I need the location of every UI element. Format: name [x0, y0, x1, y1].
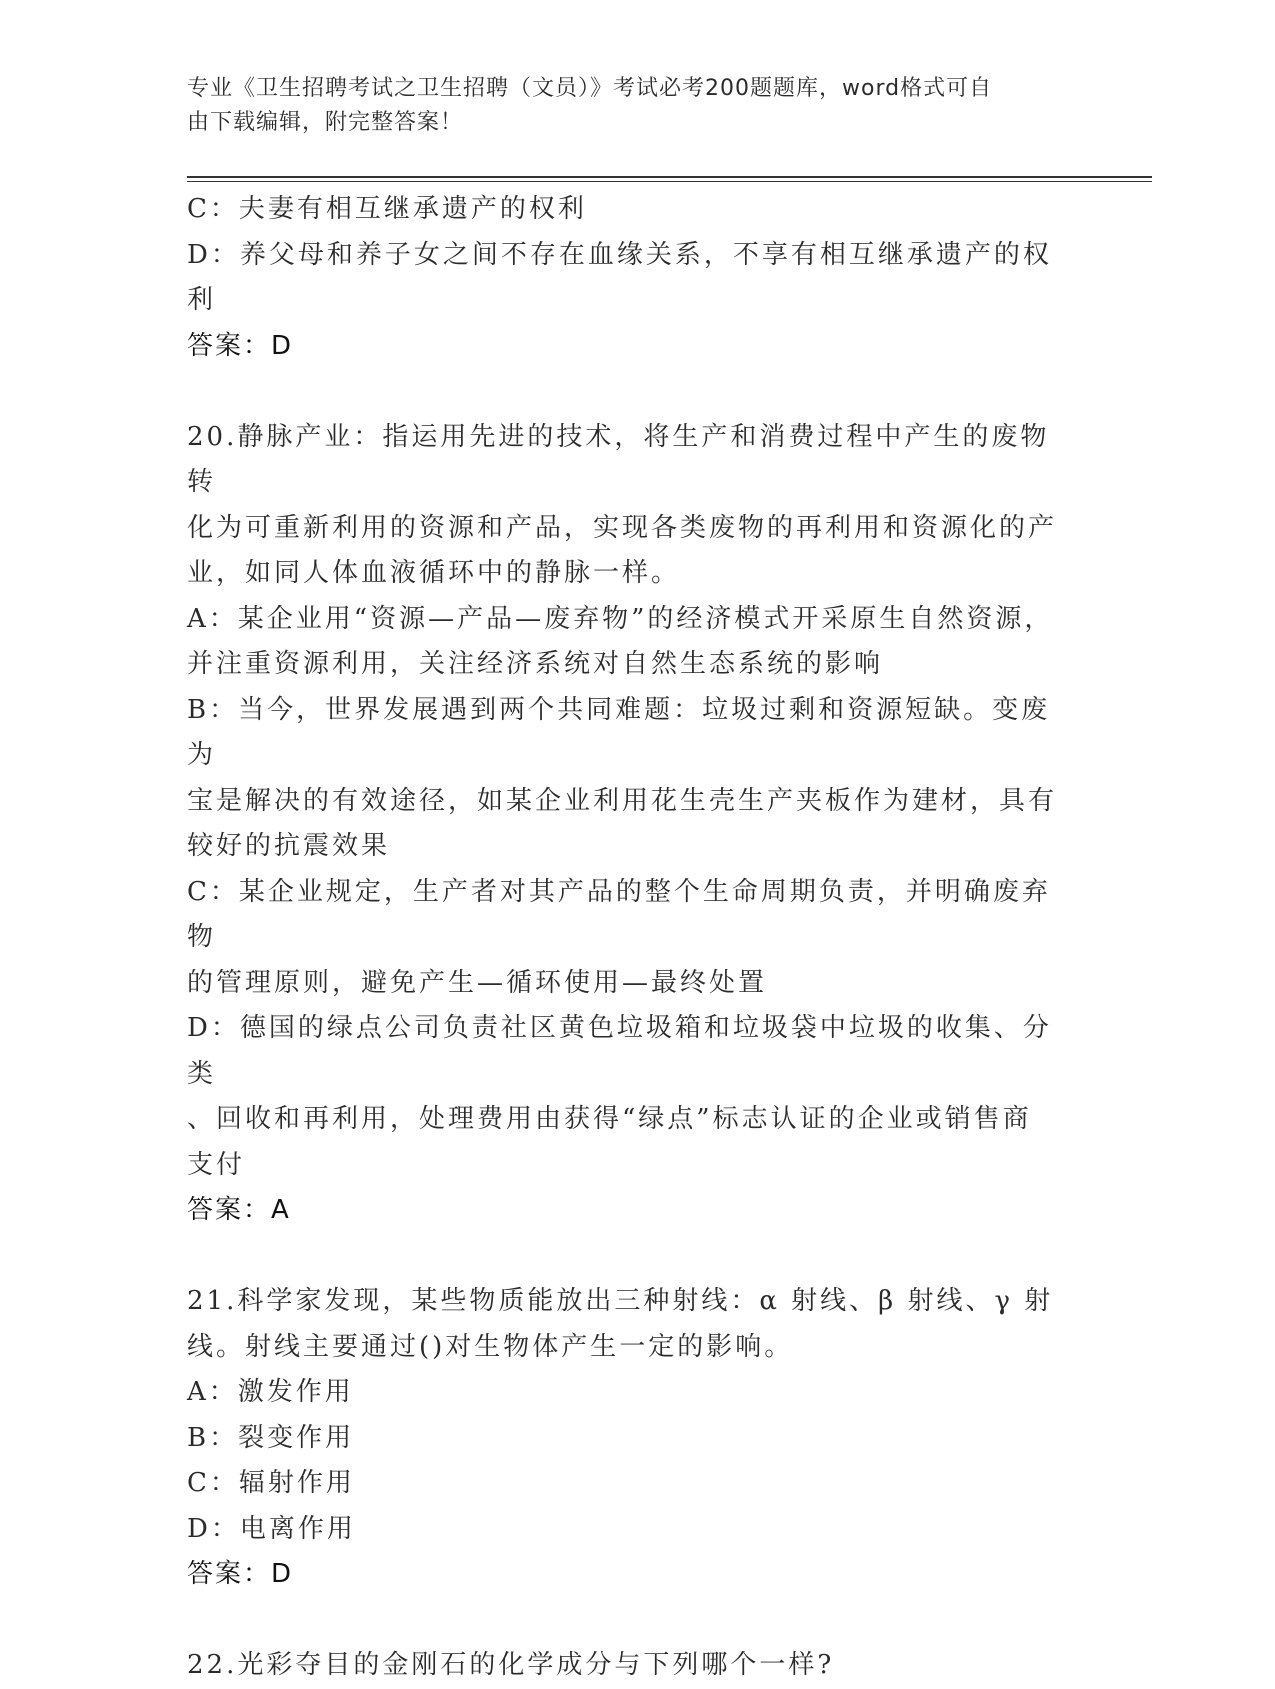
header-line-2: 由下载编辑，附完整答案！	[187, 110, 464, 135]
header-line-1: 专业《卫生招聘考试之卫生招聘（文员）》考试必考200题题库，word格式可自	[187, 76, 993, 101]
question-stem-line: 线。射线主要通过()对生物体产生一定的影响。	[187, 1331, 794, 1362]
option-b-cont: 较好的抗震效果	[187, 831, 391, 861]
option-d-cont: 、回收和再利用，处理费用由获得“绿点”标志认证的企业或销售商	[187, 1104, 1032, 1134]
answer-line: 答案：D	[187, 330, 294, 361]
question-stem-line: 20.静脉产业：指运用先进的技术，将生产和消费过程中产生的废物转	[187, 421, 1050, 497]
option-b: B：当今，世界发展遇到两个共同难题：垃圾过剩和资源短缺。变废为	[187, 694, 1051, 770]
spacer	[187, 1234, 1067, 1280]
option-d: D：德国的绿点公司负责社区黄色垃圾箱和垃圾袋中垃圾的收集、分类	[187, 1013, 1052, 1089]
spacer	[187, 369, 1067, 415]
answer-line: 答案：A	[187, 1195, 291, 1225]
question-19-tail	[187, 187, 1067, 369]
header-rule-thick	[187, 176, 1152, 178]
option-b: B：裂变作用	[187, 1422, 355, 1453]
option-d-cont: 支付	[187, 1149, 246, 1180]
question-stem-line: 22.光彩夺目的金刚石的化学成分与下列哪个一样?	[187, 1650, 835, 1680]
option-a: A：激发作用	[187, 1377, 354, 1407]
option-d: D：养父母和养子女之间不存在血缘关系，不享有相互继承遗产的权利	[187, 239, 1052, 315]
option-a: A：某企业用“资源—产品—废弃物”的经济模式开采原生自然资源，	[187, 603, 1054, 634]
document-body	[187, 187, 1067, 1689]
answer-line: 答案：D	[187, 1559, 294, 1589]
option-c: C：辐射作用	[187, 1468, 355, 1498]
header-rule-thin	[187, 181, 1152, 182]
document-header	[187, 72, 1067, 140]
option-d: D：电离作用	[187, 1513, 356, 1544]
question-21	[187, 1279, 1067, 1598]
question-20	[187, 415, 1067, 1234]
spacer	[187, 1598, 1067, 1644]
question-stem-line: 化为可重新利用的资源和产品，实现各类废物的再利用和资源化的产	[187, 512, 1058, 543]
option-b-cont: 宝是解决的有效途径，如某企业利用花生壳生产夹板作为建材，具有	[187, 785, 1058, 816]
option-c: C：某企业规定，生产者对其产品的整个生命周期负责，并明确废弃物	[187, 876, 1051, 952]
question-stem-line: 业，如同人体血液循环中的静脉一样。	[187, 558, 681, 588]
question-stem-line: 21.科学家发现，某些物质能放出三种射线：α 射线、β 射线、γ 射	[187, 1286, 1054, 1316]
option-c-cont: 的管理原则，避免产生—循环使用—最终处置	[187, 967, 768, 998]
option-c: C：夫妻有相互继承遗产的权利	[187, 194, 587, 224]
option-a-cont: 并注重资源利用，关注经济系统对自然生态系统的影响	[187, 649, 884, 679]
